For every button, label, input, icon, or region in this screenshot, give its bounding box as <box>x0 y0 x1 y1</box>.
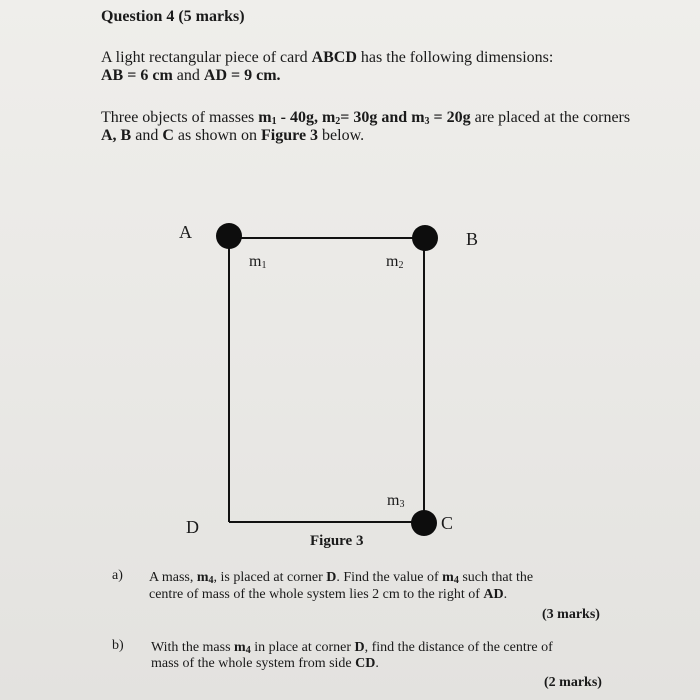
corner-d: D <box>354 640 365 655</box>
masses-text: below. <box>318 127 365 144</box>
masses-text: and <box>381 109 412 126</box>
part-a-label: a) <box>112 568 123 583</box>
intro-text: and <box>172 67 204 84</box>
masses-text: are placed at the corners <box>470 109 631 126</box>
mass-m4: $m_4$ <box>442 570 459 586</box>
intro-text: has the following dimensions: <box>356 49 554 66</box>
side-cd-ref: CD <box>355 656 376 671</box>
vertex-c-label: C <box>441 513 454 533</box>
corner-d: D <box>326 570 337 585</box>
question-title: Question 4 (5 marks) <box>101 8 245 25</box>
intro-text: A light rectangular piece of card <box>101 49 312 66</box>
intro-text: . <box>276 67 281 84</box>
mass-m1-value: - 40g, <box>276 109 322 126</box>
masses-text: as shown on <box>173 127 262 144</box>
part-a-line-1: A mass, $m_4$, is placed at corner D. Find the value of $m_4$ such that the <box>149 570 534 586</box>
part-b-line-1: With the mass $m_4$ in place at corner D, find the distance of the centre of <box>151 640 553 656</box>
m2-label: $m_2$ <box>386 253 404 271</box>
side-ad: AD <box>203 67 227 84</box>
card-name: ABCD <box>311 49 357 66</box>
corner-c: C <box>162 127 174 144</box>
mass-m1: $m_1$ <box>258 109 277 127</box>
part-a-marks: (3 marks) <box>542 607 600 622</box>
mass-m1-dot <box>216 223 242 249</box>
mass-m2-dot <box>412 225 438 251</box>
vertex-b-label: B <box>466 229 479 249</box>
part-b-marks: (2 marks) <box>544 675 602 690</box>
figure-caption: Figure 3 <box>310 533 364 549</box>
vertex-d-label: D <box>186 517 199 537</box>
side-ad-value: = 9 cm <box>227 67 277 84</box>
masses-text: and <box>131 127 163 144</box>
side-ab-value: = 6 cm <box>123 67 173 84</box>
figure-reference: Figure 3 <box>261 127 319 144</box>
mass-m4: $m_4$ <box>196 570 214 586</box>
mass-m2: $m_2$ <box>321 109 341 127</box>
mass-m3-dot <box>411 510 437 536</box>
side-ab: AB <box>101 67 124 84</box>
mass-m3-value: = 20g <box>429 109 471 126</box>
part-a-line-2: centre of mass of the whole system lies 2 cm to the right of AD. <box>149 587 508 602</box>
m3-label: $m_3$ <box>387 492 405 510</box>
vertex-a-label: A <box>179 222 192 242</box>
part-b-label: b) <box>112 638 124 653</box>
mass-m3: $m_3$ <box>411 109 430 127</box>
mass-m2-value: = 30g <box>340 109 382 126</box>
side-ad-ref: AD <box>483 587 504 602</box>
corners-ab: A, B <box>101 127 132 144</box>
part-b-line-2: mass of the whole system from side CD. <box>151 656 379 671</box>
masses-text: Three objects of masses <box>101 109 259 126</box>
mass-m4: $m_4$ <box>234 640 251 656</box>
m1-label: $m_1$ <box>249 253 267 271</box>
